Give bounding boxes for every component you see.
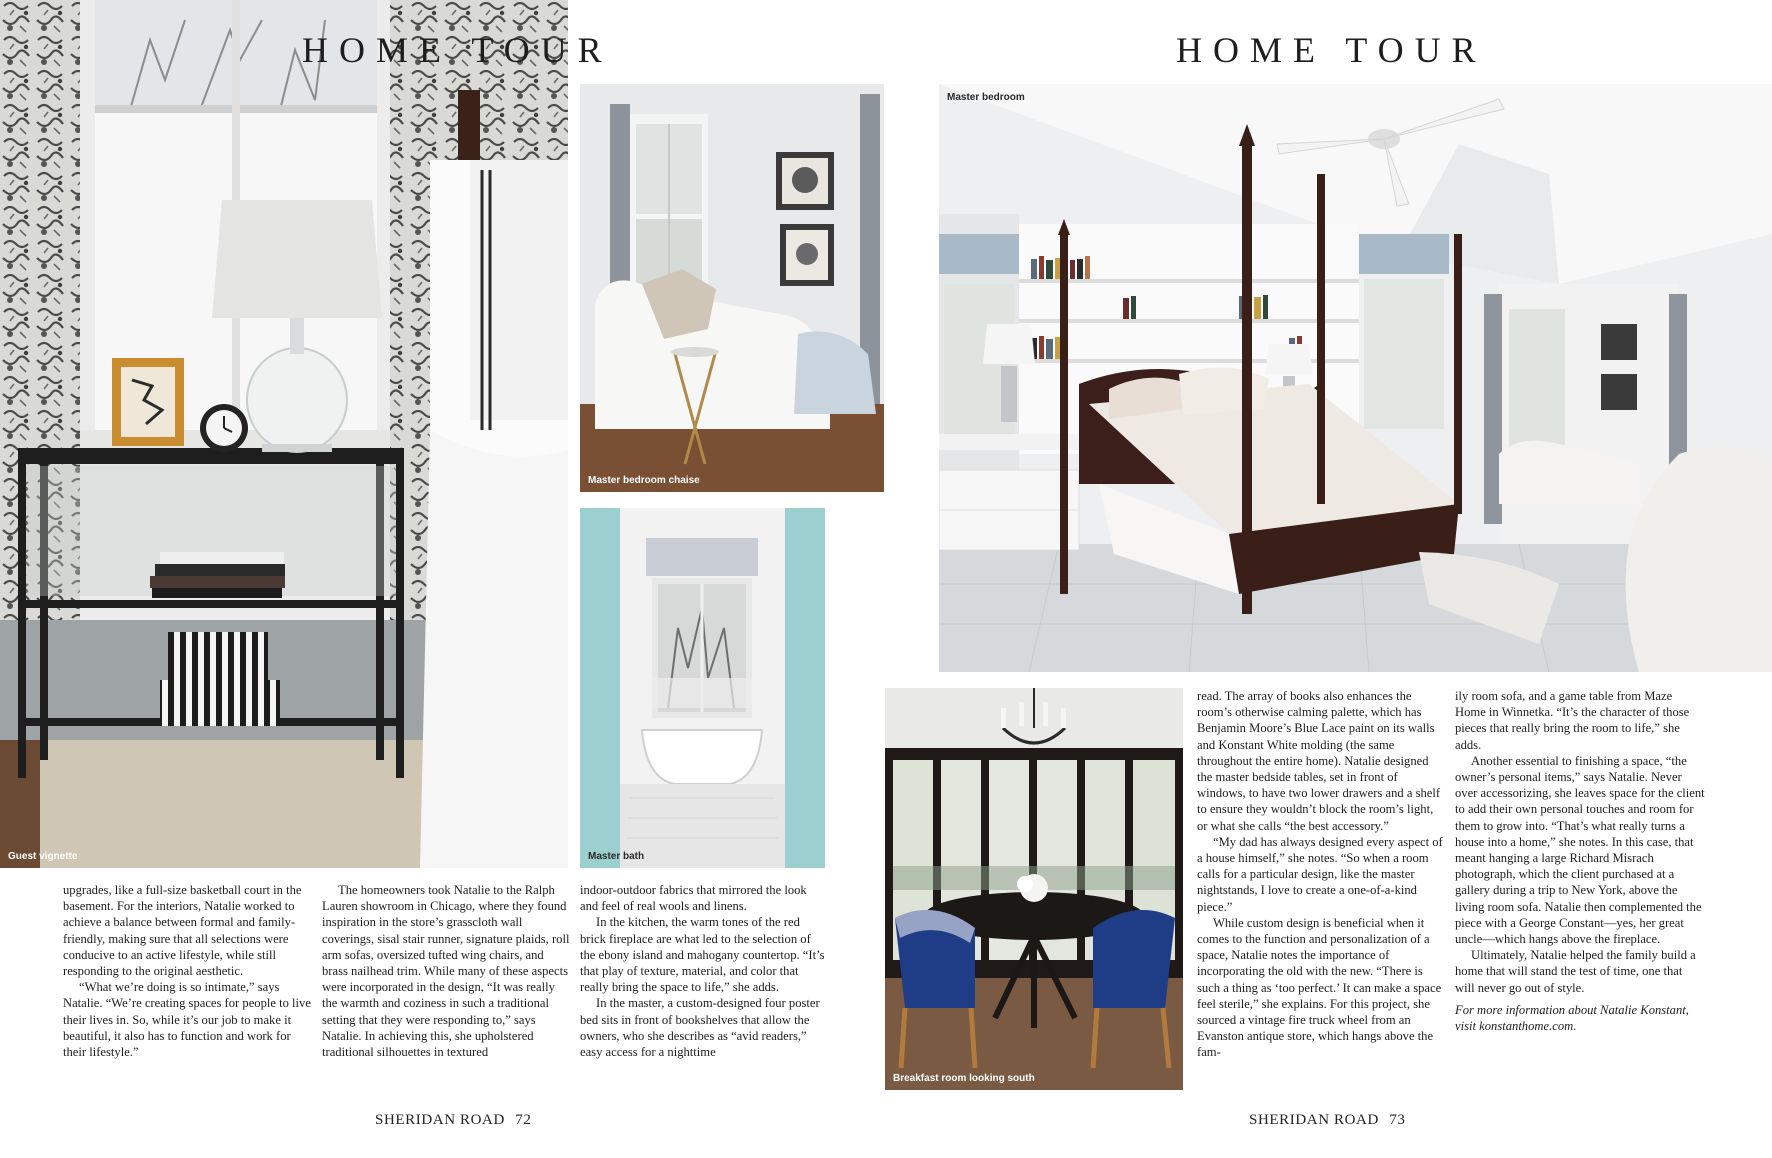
paragraph: upgrades, like a full-size basketball court in the basement. For the interiors, Natalie worked to achieve a balance between formal and family-friendly, making sure that all selections were conducive to an active lifestyle, while still responding to the original aesthetic. [63, 883, 302, 979]
folio-left [375, 1112, 531, 1129]
paragraph: In the kitchen, the warm tones of the red brick fireplace are what led to the selection of the ebony island and mahogany countertop. “It’s that play of texture, material, and color that really bring the space to life,” she adds. [580, 915, 825, 995]
photo-guest-vignette [0, 0, 568, 868]
paragraph: Ultimately, Natalie helped the family build a home that will stand the test of time, one that will never go out of style. [1455, 948, 1696, 995]
right-page-column-1 [1197, 688, 1443, 1080]
paragraph: indoor-outdoor fabrics that mirrored the look and feel of real wools and linens. [580, 883, 807, 914]
publication-name: SHERIDAN ROAD [375, 1112, 505, 1128]
left-page-column-2 [322, 882, 571, 1080]
paragraph: “My dad has always designed every aspect of a house himself,” she notes. “So when a room calls for a particular design, like the master nightstands, I love to create a one-of-a-kind piece.” [1197, 834, 1443, 914]
right-page-column-2 [1455, 688, 1705, 1080]
photo-master-bedroom [939, 84, 1772, 672]
paragraph: While custom design is beneficial when it comes to the function and personalization of a space, Natalie notes the importance of incorporating the old with the new. “There is such a thing as ‘too perfect.’ It can make a space feel sterile,” she explains. For this project, she sourced a vintage fire truck wheel from an Evanston antique store, which hangs above the fam- [1197, 915, 1442, 1060]
photo-master-bedroom-chaise [580, 84, 884, 492]
credit-line: For more information about Natalie Konstant, visit konstanthome.com. [1455, 1002, 1689, 1034]
page-header-left: HOME TOUR [302, 30, 613, 70]
caption-master-bath: Master bath [588, 851, 645, 862]
caption-master-bedroom-chaise: Master bedroom chaise [588, 475, 700, 486]
caption-master-bedroom: Master bedroom [947, 92, 1025, 103]
page-header-right: HOME TOUR [1176, 30, 1487, 70]
left-page-column-3 [580, 882, 825, 1080]
paragraph: In the master, a custom-designed four poster bed sits in front of bookshelves that allow the owners, who she describes as “avid readers,” easy access for a nighttime [580, 996, 820, 1060]
photo-master-bath [580, 508, 825, 868]
publication-name: SHERIDAN ROAD [1249, 1112, 1379, 1128]
paragraph: ily room sofa, and a game table from Maze Home in Winnetka. “It’s the character of those pieces that really bring the room to life,” she adds. [1455, 689, 1690, 752]
page-number: 73 [1389, 1112, 1406, 1128]
photo-breakfast-room [885, 688, 1183, 1090]
folio-right [1249, 1112, 1405, 1129]
caption-breakfast-room: Breakfast room looking south [893, 1073, 1035, 1084]
left-page-column-1 [63, 882, 312, 1080]
paragraph: read. The array of books also enhances the room’s otherwise calming palette, which has Benjamin Moore’s Blue Lace paint on its walls and Konstant White molding (the same throughout the entire home). Natalie designed the master bedside tables, set in front of windows, to have two lower drawers and a shelf to ensure they wouldn’t block the room’s light, or what she calls “the best accessory.” [1197, 689, 1441, 833]
paragraph: The homeowners took Natalie to the Ralph Lauren showroom in Chicago, where they found inspiration in the store’s grasscloth wall coverings, sisal stair runner, signature plaids, roll arm sofas, oversized tufted wing chairs, and brass nailhead trim. While many of these aspects were incorporated in the design, “It was really the warmth and coziness in such a traditional setting that they were responding to,” says Natalie. In achieving this, she upholstered traditional silhouettes in textured [322, 883, 570, 1060]
paragraph: “What we’re doing is so intimate,” says Natalie. “We’re creating spaces for people to live their lives in. So, while it’s our job to make it beautiful, it also has to function and work for their lifestyle.” [63, 980, 311, 1060]
page-number: 72 [515, 1112, 532, 1128]
caption-guest-vignette: Guest vignette [8, 851, 78, 862]
paragraph: Another essential to finishing a space, “the owner’s personal items,” says Natalie. Never over accessorizing, she leaves space for the client to add their own personal touches and room for them to grow into. “That’s what really turns a house into a home,” she notes. In this case, that meant hanging a large Richard Misrach photograph, which the client purchased at a gallery during a trip to New York, above the living room sofa. Natalie then complemented the piece with a George Constant—yes, her great uncle—which hangs above the fireplace. [1455, 753, 1705, 947]
